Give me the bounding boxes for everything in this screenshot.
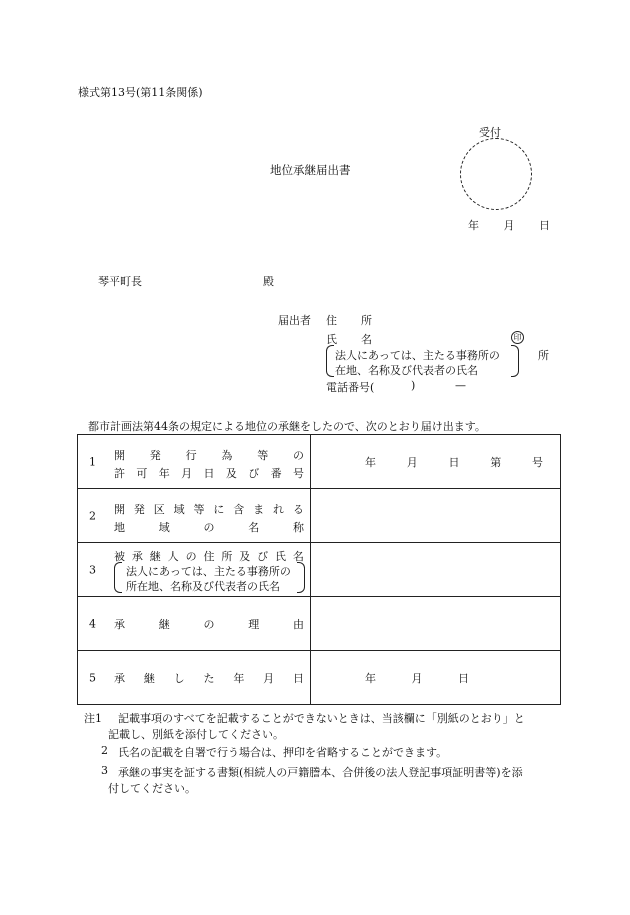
form-table <box>77 434 561 705</box>
table-row <box>78 489 561 543</box>
form-code: 様式第13号(第11条関係) <box>78 86 203 99</box>
phone-dash: — <box>455 379 466 392</box>
table-row <box>78 651 561 705</box>
addressee-honorific: 殿 <box>263 275 274 288</box>
corp-note-open-bracket <box>326 345 334 377</box>
phone-label: 電話番号( <box>326 381 375 394</box>
note1-prefix: 注1 <box>84 712 102 725</box>
row-number: 5 <box>89 671 96 684</box>
receipt-day-label: 日 <box>539 219 550 232</box>
row1-label-cell <box>78 435 311 489</box>
row4-value-cell[interactable] <box>311 597 561 651</box>
row3-label-line3: 所在地、名称及び代表者の氏名 <box>126 580 280 593</box>
receipt-year-label: 年 <box>468 219 479 232</box>
addressee-name: 琴平町長 <box>98 275 142 288</box>
receipt-date <box>468 217 550 233</box>
note3-num: 3 <box>101 764 108 777</box>
row2-label-line2: 地 域 の 名 称 <box>114 521 304 534</box>
table-row <box>78 543 561 597</box>
receipt-month-label: 月 <box>503 219 515 232</box>
row-number: 3 <box>89 563 96 576</box>
address-label: 住 所 <box>326 314 372 327</box>
corp-note-suffix: 所 <box>538 349 549 362</box>
row3-label-line2: 法人にあっては、主たる事務所の <box>126 565 291 578</box>
note2-text: 氏名の記載を自署で行う場合は、押印を省略することができます。 <box>118 746 448 759</box>
corp-note-close-bracket <box>511 345 519 377</box>
row1-label-line1: 開 発 行 為 等 の <box>114 449 304 462</box>
row1-value-parts: 年 月 日 第 号 <box>365 455 543 469</box>
name-label: 氏 名 <box>326 333 372 346</box>
row5-value-cell[interactable] <box>311 651 561 705</box>
row3-label-cell <box>78 543 311 597</box>
seal-mark: 印 <box>511 331 524 344</box>
row2-label-cell <box>78 489 311 543</box>
table-row <box>78 597 561 651</box>
applicant-label: 届出者 <box>278 314 311 327</box>
row5-label-line1: 承 継 し た 年 月 日 <box>114 671 304 685</box>
row3-open-bracket <box>114 562 122 593</box>
row1-value-cell[interactable] <box>311 435 561 489</box>
row1-label-line2: 許 可 年 月 日 及 び 番 号 <box>114 467 304 480</box>
form-title: 地位承継届出書 <box>270 163 351 177</box>
row2-label-line1: 開 発 区 域 等 に 含 ま れ る <box>114 503 304 516</box>
row3-label-line1: 被 承 継 人 の 住 所 及 び 氏 名 <box>114 550 304 563</box>
row-number: 4 <box>89 617 96 630</box>
row4-label-cell <box>78 597 311 651</box>
row3-close-bracket <box>297 562 305 593</box>
row2-value-cell[interactable] <box>311 489 561 543</box>
statement: 都市計画法第44条の規定による地位の承継をしたので、次のとおり届け出ます。 <box>88 420 486 433</box>
note3-line1: 承継の事実を証する書類(相続人の戸籍謄本、合併後の法人登記事項証明書等)を添 <box>118 766 523 779</box>
corp-note-line2: 在地、名称及び代表者の氏名 <box>335 364 478 377</box>
receipt-stamp-circle <box>460 138 532 210</box>
note2-num: 2 <box>101 744 108 757</box>
phone-paren-close: ) <box>411 379 416 392</box>
row3-value-cell[interactable] <box>311 543 561 597</box>
row5-value-parts: 年 月 日 <box>365 671 469 685</box>
row-number: 1 <box>89 455 96 468</box>
row4-label-line1: 承 継 の 理 由 <box>114 617 304 631</box>
note3-line2: 付してください。 <box>108 782 196 795</box>
note1-line2: 記載し、別紙を添付してください。 <box>108 728 284 741</box>
row-number: 2 <box>89 509 96 522</box>
receipt-label: 受付 <box>479 126 501 139</box>
corp-note-line1: 法人にあっては、主たる事務所の <box>335 349 500 362</box>
note1-line1: 記載事項のすべてを記載することができないときは、当該欄に「別紙のとおり」と <box>118 712 525 725</box>
row5-label-cell <box>78 651 311 705</box>
table-row <box>78 435 561 489</box>
